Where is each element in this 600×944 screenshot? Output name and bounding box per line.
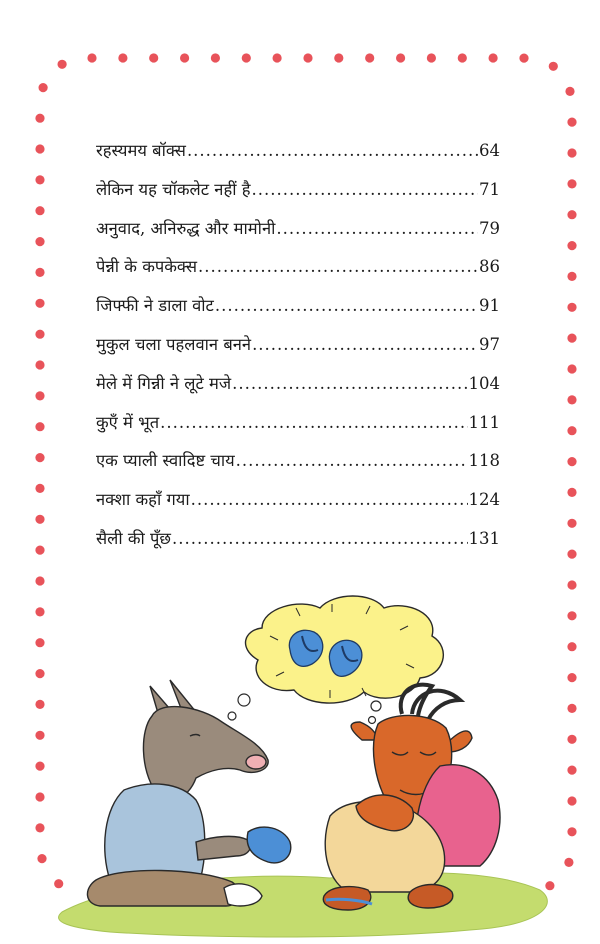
frame-dot: [567, 210, 576, 219]
toc-entry[interactable]: [96, 138, 500, 177]
frame-dot: [567, 148, 576, 157]
page-number: 131: [468, 528, 500, 548]
chapter-title: रहस्यमय बॉक्स: [96, 141, 186, 160]
frame-dot: [567, 580, 576, 589]
frame-dot: [303, 53, 312, 62]
page-number: 111: [468, 412, 500, 432]
frame-dot: [35, 330, 44, 339]
chapter-title: पेन्नी के कपकेक्स: [96, 257, 197, 277]
chapter-title: कुएँ में भूत: [96, 412, 160, 432]
frame-dot: [567, 364, 576, 373]
frame-dot: [567, 488, 576, 497]
frame-dot: [39, 83, 48, 92]
toc-entry[interactable]: [96, 254, 500, 293]
frame-dot: [565, 87, 574, 96]
frame-dot: [489, 53, 498, 62]
dot-leader: [215, 296, 478, 315]
frame-dot: [35, 206, 44, 215]
frame-dot: [35, 299, 44, 308]
page-number: 124: [468, 490, 500, 510]
page-number: 97: [479, 334, 500, 354]
page-number: 79: [479, 218, 500, 238]
page-number: 86: [479, 257, 500, 277]
table-of-contents: [96, 138, 500, 565]
frame-dot: [567, 118, 576, 127]
dot-leader: [251, 180, 478, 199]
frame-dot: [35, 144, 44, 153]
page-number: 118: [468, 451, 500, 471]
toc-entry[interactable]: [96, 332, 500, 371]
frame-dot: [149, 53, 158, 62]
chapter-title: एक प्याली स्वादिष्ट चाय: [96, 451, 235, 471]
frame-dot: [35, 391, 44, 400]
frame-dot: [567, 426, 576, 435]
thought-bubble: [228, 596, 443, 724]
chapter-title: मेले में गिन्नी ने लूटे मजे: [96, 373, 232, 393]
dot-leader: [172, 529, 468, 548]
toc-entry[interactable]: [96, 371, 500, 410]
frame-dot: [273, 53, 282, 62]
frame-dot: [118, 53, 127, 62]
dot-leader: [232, 374, 467, 393]
frame-dot: [211, 53, 220, 62]
frame-dot: [427, 53, 436, 62]
frame-dot: [567, 272, 576, 281]
frame-dot: [567, 550, 576, 559]
toc-entry[interactable]: [96, 293, 500, 332]
frame-dot: [567, 457, 576, 466]
toc-entry[interactable]: [96, 216, 500, 255]
toc-entry[interactable]: [96, 526, 500, 565]
frame-dot: [35, 360, 44, 369]
frame-dot: [567, 395, 576, 404]
dot-leader: [252, 335, 478, 354]
chapter-title: सैली की पूँछ: [96, 528, 171, 548]
chapter-title: लेकिन यह चॉकलेट नहीं है: [96, 179, 251, 199]
toc-entry[interactable]: [96, 177, 500, 216]
page-number: 64: [479, 141, 500, 160]
donkey-and-goat-illustration: [0, 590, 600, 944]
chapter-title: अनुवाद, अनिरुद्ध और मामोनी: [96, 218, 276, 238]
frame-dot: [365, 53, 374, 62]
frame-dot: [35, 237, 44, 246]
frame-dot: [180, 53, 189, 62]
toc-entry[interactable]: [96, 487, 500, 526]
frame-dot: [35, 484, 44, 493]
frame-dot: [35, 422, 44, 431]
page-number: 104: [468, 373, 500, 393]
dot-leader: [191, 490, 468, 509]
toc-entry[interactable]: [96, 448, 500, 487]
frame-dot: [35, 515, 44, 524]
frame-dot: [35, 268, 44, 277]
frame-dot: [567, 334, 576, 343]
frame-dot: [549, 62, 558, 71]
frame-dot: [334, 53, 343, 62]
frame-dot: [35, 576, 44, 585]
frame-dot: [458, 53, 467, 62]
frame-dot: [35, 546, 44, 555]
frame-dot: [567, 303, 576, 312]
frame-dot: [87, 53, 96, 62]
dot-leader: [276, 219, 478, 238]
donkey-character: [87, 680, 290, 906]
chapter-title: नक्शा कहाँ गया: [96, 490, 190, 510]
chapter-title: मुकुल चला पहलवान बनने: [96, 334, 252, 354]
page-number: 71: [479, 179, 500, 199]
page-number: 91: [479, 296, 500, 316]
frame-dot: [567, 241, 576, 250]
chapter-title: जिफ्फी ने डाला वोट: [96, 296, 214, 316]
dot-leader: [187, 141, 478, 160]
dot-leader: [198, 257, 478, 276]
frame-dot: [242, 53, 251, 62]
frame-dot: [35, 453, 44, 462]
frame-dot: [35, 114, 44, 123]
dot-leader: [236, 451, 468, 470]
dot-leader: [160, 413, 467, 432]
frame-dot: [567, 519, 576, 528]
frame-dot: [35, 175, 44, 184]
frame-dot: [567, 179, 576, 188]
frame-dot: [396, 53, 405, 62]
frame-dot: [519, 54, 528, 63]
frame-dot: [58, 60, 67, 69]
toc-entry[interactable]: [96, 410, 500, 449]
